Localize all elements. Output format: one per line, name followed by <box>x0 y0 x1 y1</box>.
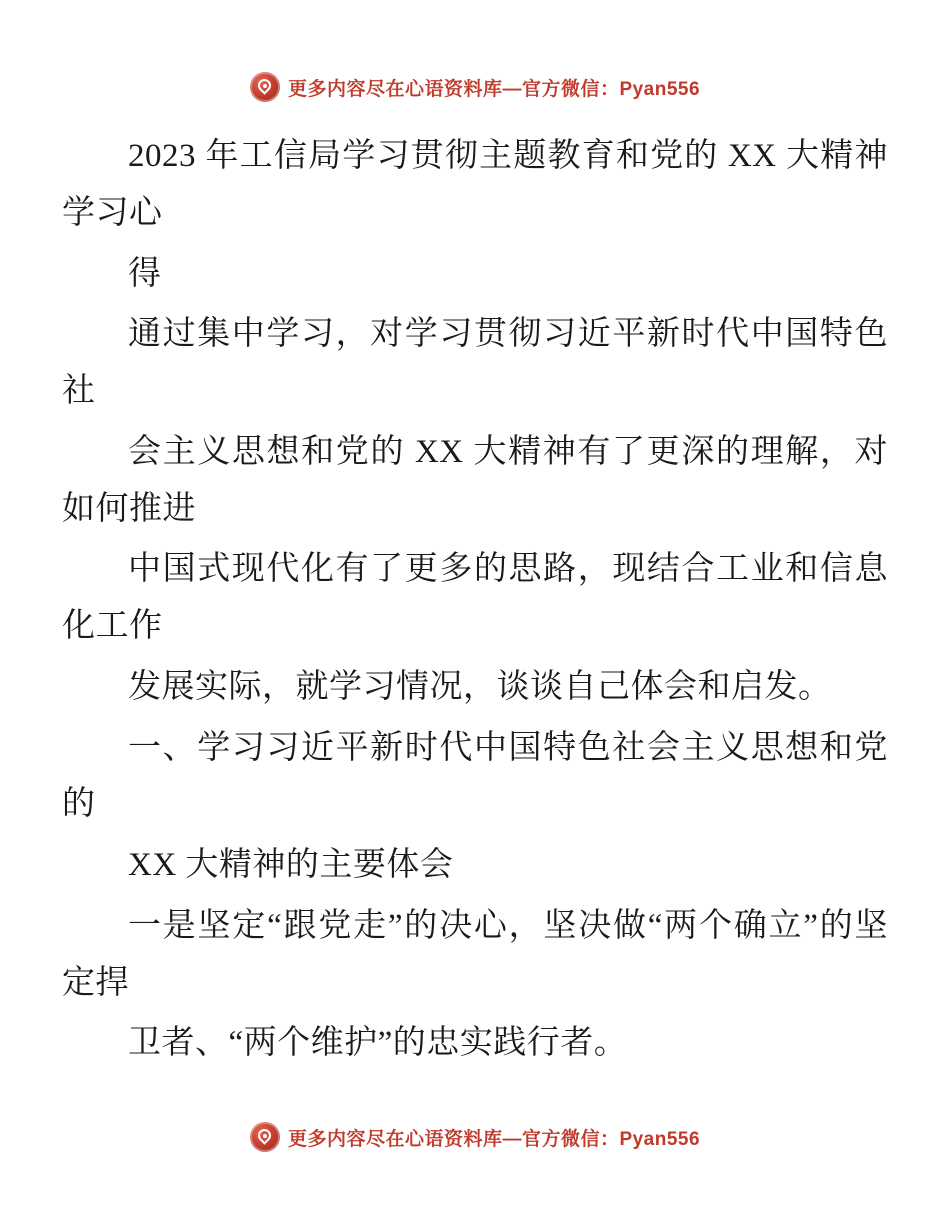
paragraph-intro-2: 会主义思想和党的 XX 大精神有了更深的理解，对如何推进 <box>62 433 888 527</box>
paragraph-intro-1: 通过集中学习，对学习贯彻习近平新时代中国特色社 <box>62 316 888 409</box>
location-pin-icon <box>250 72 280 102</box>
paragraph-intro-3: 中国式现代化有了更多的思路，现结合工业和信息化工作 <box>62 551 888 644</box>
paragraph-intro-4: 发展实际，就学习情况，谈谈自己体会和启发。 <box>128 668 832 705</box>
watermark-bottom <box>0 1122 950 1152</box>
paragraph-section-heading: 一、学习习近平新时代中国特色社会主义思想和党的 <box>62 729 888 823</box>
paragraph-section-heading-cont: XX 大精神的主要体会 <box>128 847 454 883</box>
location-pin-icon <box>250 1122 280 1152</box>
document-content <box>0 128 950 1072</box>
paragraph-title: 2023 年工信局学习贯彻主题教育和党的 XX 大精神学习心 <box>62 138 888 231</box>
watermark-text: 更多内容尽在心语资料库—官方微信：Pyan556 <box>287 78 701 100</box>
paragraph-point-1: 一是坚定“跟党走”的决心，坚决做“两个确立”的坚定捍 <box>62 907 888 1001</box>
paragraph-title-cont: 得 <box>128 255 162 292</box>
watermark-top <box>0 72 950 102</box>
paragraph-point-1-cont: 卫者、“两个维护”的忠实践行者。 <box>128 1025 628 1062</box>
watermark-text: 更多内容尽在心语资料库—官方微信：Pyan556 <box>287 1128 701 1150</box>
